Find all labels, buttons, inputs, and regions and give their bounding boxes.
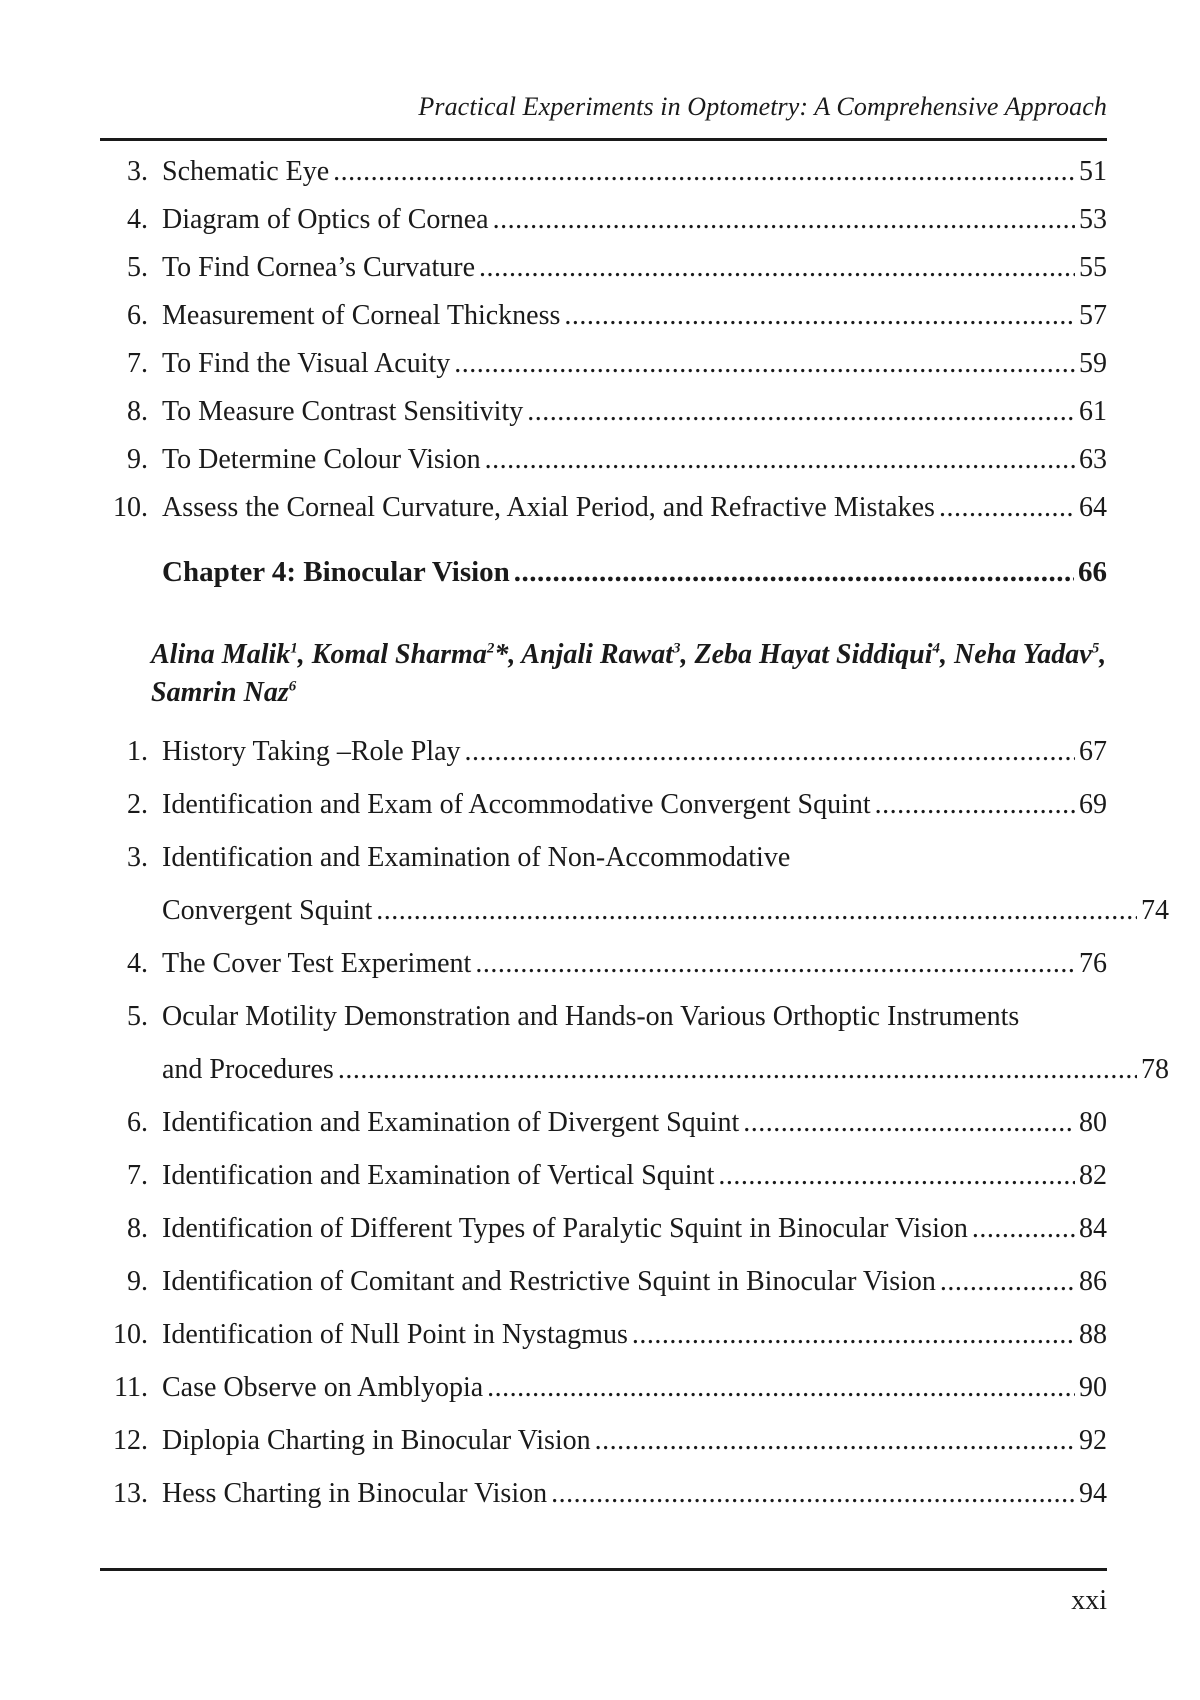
toc-entry-continuation [100,891,1169,931]
entry-number: 4. [127,948,148,979]
entry-number: 10. [113,492,148,523]
entry-page: 76 [1079,948,1107,979]
entry-title: Identification and Examination of Vertical Squint [162,1160,715,1191]
entry-page: 67 [1079,736,1107,767]
entry-number: 7. [127,348,148,379]
dot-leader [333,152,1075,192]
entry-number: 13. [113,1478,148,1509]
entry-title: Case Observe on Amblyopia [162,1372,484,1403]
page-number: xxi [1071,1585,1107,1616]
author-affiliation: 2 [486,640,495,657]
toc-entry [100,440,1107,480]
author-affiliation: 3 [673,640,681,657]
toc-entry [100,1156,1107,1196]
entry-title: To Measure Contrast Sensitivity [162,396,524,427]
toc-entry [100,1103,1107,1143]
dot-leader [743,1103,1075,1143]
author-affiliation: 4 [932,640,941,657]
toc-entry [100,296,1107,336]
header-rule [100,138,1107,141]
entry-title-continuation: Convergent Squint [162,895,373,926]
entry-page: 74 [1141,895,1169,926]
dot-leader [972,1209,1075,1249]
dot-leader [485,440,1075,480]
author-name: Komal Sharma [311,639,487,670]
dot-leader [718,1156,1075,1196]
entry-title: Identification and Exam of Accommodative Convergent Squint [162,789,871,820]
entry-number: 6. [127,300,148,331]
author-name: Alina Malik [151,639,291,670]
entry-number: 1. [127,736,148,767]
chapter-page: 66 [1078,556,1107,588]
dot-leader [475,944,1075,984]
chapter-title: Chapter 4: Binocular Vision [162,556,510,588]
entry-page: 69 [1079,789,1107,820]
dot-leader [527,392,1075,432]
entry-number: 2. [127,789,148,820]
entry-number: 8. [127,396,148,427]
entry-number: 10. [113,1319,148,1350]
dot-leader [551,1474,1075,1514]
entry-page: 64 [1079,492,1107,523]
dot-leader [487,1368,1075,1408]
entry-title: Identification of Null Point in Nystagmus [162,1319,628,1350]
entry-page: 57 [1079,300,1107,331]
toc-entry [100,1262,1107,1302]
footer-rule [100,1568,1107,1571]
dot-leader [939,488,1075,528]
entry-page: 59 [1079,348,1107,379]
toc-entry [100,152,1107,192]
entry-page: 80 [1079,1107,1107,1138]
entry-number: 6. [127,1107,148,1138]
entry-title: Measurement of Corneal Thickness [162,300,561,331]
author-affiliation: 5 [1091,640,1100,657]
entry-page: 90 [1079,1372,1107,1403]
entry-page: 82 [1079,1160,1107,1191]
chapter-authors: Alina Malik$^1$, Komal Sharma$^2$*, Anjali Rawat$^3$, Zeba Hayat Siddiqui$^4$, Neha Yadav$^5$, Samrin Naz$^6$ [151,639,1107,708]
toc-entry [100,1315,1107,1355]
entry-page: 51 [1079,156,1107,187]
author-name: Neha Yadav [954,639,1092,670]
entry-number: 11. [114,1372,148,1403]
toc-entry [100,997,1107,1037]
dot-leader [493,200,1075,240]
dot-leader [632,1315,1075,1355]
toc-entry [100,248,1107,288]
dot-leader [338,1050,1137,1090]
entry-number: 8. [127,1213,148,1244]
entry-page: 86 [1079,1266,1107,1297]
toc-entry [100,488,1107,528]
entry-number: 7. [127,1160,148,1191]
entry-page: 92 [1079,1425,1107,1456]
dot-leader [376,891,1137,931]
entry-title: Diplopia Charting in Binocular Vision [162,1425,591,1456]
toc-entry [100,1421,1107,1461]
entry-title: The Cover Test Experiment [162,948,472,979]
entry-title: Ocular Motility Demonstration and Hands-on Various Orthoptic Instruments [162,1001,1020,1032]
entry-title-continuation: and Procedures [162,1054,334,1085]
entry-number: 3. [127,156,148,187]
entry-page: 78 [1141,1054,1169,1085]
entry-number: 4. [127,204,148,235]
entry-title: To Find the Visual Acuity [162,348,451,379]
dot-leader [940,1262,1075,1302]
entry-number: 12. [113,1425,148,1456]
entry-number: 9. [127,444,148,475]
author-name: Zeba Hayat Siddiqui [694,639,933,670]
toc-entry [100,838,1107,878]
entry-title: Identification and Examination of Divergent Squint [162,1107,740,1138]
entry-title: To Find Cornea’s Curvature [162,252,475,283]
dot-leader [875,785,1075,825]
dot-leader [514,552,1074,592]
entry-title: Diagram of Optics of Cornea [162,204,489,235]
entry-title: History Taking –Role Play [162,736,461,767]
toc-entry [100,1474,1107,1514]
dot-leader [465,732,1075,772]
entry-page: 61 [1079,396,1107,427]
entry-page: 55 [1079,252,1107,283]
toc-entry [100,200,1107,240]
toc-entry [100,344,1107,384]
entry-page: 63 [1079,444,1107,475]
entry-number: 5. [127,252,148,283]
entry-number: 5. [127,1001,148,1032]
entry-number: 3. [127,842,148,873]
toc-entry [100,1368,1107,1408]
running-header: Practical Experiments in Optometry: A Comprehensive Approach [418,92,1107,121]
chapter-heading [100,552,1107,592]
dot-leader [479,248,1075,288]
entry-title: Assess the Corneal Curvature, Axial Period, and Refractive Mistakes [162,492,935,523]
entry-title: Identification and Examination of Non-Accommodative [162,842,791,873]
toc-entry [100,1209,1107,1249]
entry-page: 94 [1079,1478,1107,1509]
dot-leader [564,296,1075,336]
entry-title: Identification of Different Types of Paralytic Squint in Binocular Vision [162,1213,968,1244]
entry-title: Hess Charting in Binocular Vision [162,1478,548,1509]
entry-page: 88 [1079,1319,1107,1350]
toc-entry [100,944,1107,984]
author-name: Anjali Rawat [521,639,674,670]
toc-entry-continuation [100,1050,1169,1090]
entry-page: 84 [1079,1213,1107,1244]
author-affiliation: 6 [288,678,297,695]
corresponding-mark: * [494,639,509,670]
dot-leader [454,344,1075,384]
author-affiliation: 1 [290,640,298,657]
dot-leader [595,1421,1075,1461]
entry-page: 53 [1079,204,1107,235]
entry-title: Schematic Eye [162,156,330,187]
entry-title: To Determine Colour Vision [162,444,481,475]
toc-entry [100,392,1107,432]
toc-entry [100,785,1107,825]
author-name: Samrin Naz [151,677,289,708]
entry-number: 9. [127,1266,148,1297]
toc-entry [100,732,1107,772]
entry-title: Identification of Comitant and Restrictive Squint in Binocular Vision [162,1266,936,1297]
